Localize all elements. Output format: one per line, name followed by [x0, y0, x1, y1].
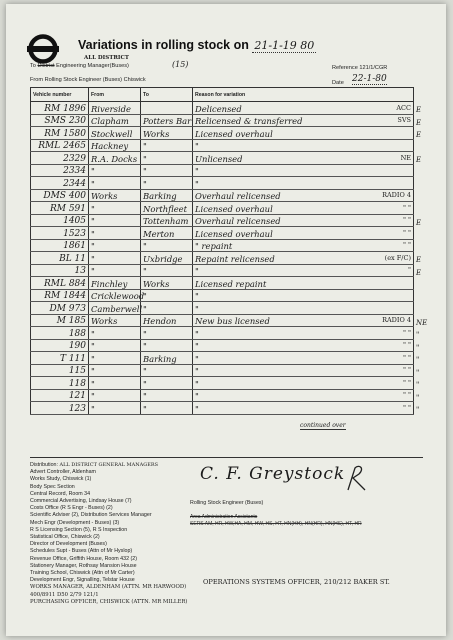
reason-cell — [193, 352, 414, 365]
table-row — [31, 327, 424, 340]
from-cell: " — [89, 264, 141, 277]
reason-text: " — [195, 266, 199, 276]
to-cell: " — [141, 364, 193, 377]
reason-note: " " — [402, 378, 411, 387]
table-row — [31, 189, 424, 202]
to-cell: Uxbridge — [141, 252, 193, 265]
row-mark: E — [416, 256, 422, 264]
reason-cell — [193, 177, 414, 190]
reason-text: Licensed overhaul — [195, 128, 273, 139]
reason-cell — [193, 164, 414, 177]
to-cell: Merton — [141, 227, 193, 240]
from-cell: " — [89, 327, 141, 340]
vehicle-number-cell: 2344 — [31, 177, 89, 190]
distribution-item: Schedules Supt - Buses (Attn of Mr Hyslop) — [30, 548, 133, 555]
reason-note: " " — [402, 366, 411, 374]
table-row — [31, 252, 424, 265]
reason-note: " — [408, 266, 411, 274]
row-mark: E — [416, 218, 422, 227]
vehicle-number-cell: 118 — [31, 377, 89, 390]
to-cell: Works — [141, 277, 193, 290]
row-mark — [414, 177, 424, 190]
row-mark: E — [416, 156, 422, 164]
reason-note: " " — [402, 341, 411, 349]
row-mark: E — [416, 268, 422, 277]
vehicle-number-cell: 13 — [31, 264, 89, 277]
to-cell: " — [141, 177, 193, 190]
table-row — [31, 202, 424, 215]
reason-cell — [193, 114, 414, 127]
table-row — [31, 377, 424, 390]
signature-title: Rolling Stock Engineer (Buses) — [190, 500, 264, 506]
reason-text: Licensed overhaul — [195, 228, 273, 239]
reason-note: (ex F/C) — [384, 253, 411, 262]
from-cell: " — [89, 164, 141, 177]
reason-note: " " — [402, 228, 411, 237]
reason-cell — [193, 339, 414, 352]
table-row — [31, 339, 424, 352]
to-cell: " — [141, 139, 193, 152]
table-row — [31, 364, 424, 377]
reason-cell — [193, 189, 414, 202]
reason-cell — [193, 252, 414, 265]
to-cell: Hendon — [141, 314, 193, 327]
reason-text: " — [195, 328, 199, 339]
signature-divider — [30, 457, 423, 458]
reason-note: " " — [402, 203, 411, 212]
row-mark: " — [416, 368, 420, 377]
row-mark: " — [416, 381, 420, 389]
reason-cell — [193, 227, 414, 240]
reason-note: ACC — [396, 103, 411, 112]
reason-cell — [193, 102, 414, 115]
signature-line-3: SERS AM, HR, HW,HA, HM, HW, HS, HT, HN(HH), HN(HR), HN(HS), HT, HR — [190, 521, 362, 527]
reason-cell — [193, 139, 414, 152]
col-to: To — [141, 88, 193, 102]
reason-text: " — [195, 341, 199, 351]
distribution-list — [30, 462, 190, 606]
table-row — [31, 402, 424, 415]
reason-note: SVS — [397, 116, 411, 124]
distribution-item: Scientific Adviser (2), Distribution Services Manager — [30, 512, 152, 519]
reason-text: " — [195, 178, 199, 189]
row-mark: " — [416, 393, 420, 402]
vehicle-number-cell: 2329 — [31, 152, 89, 165]
reason-text: " — [195, 166, 199, 176]
to-cell: " — [141, 264, 193, 277]
table-row — [31, 389, 424, 402]
vehicle-number-cell: 121 — [31, 389, 89, 402]
to-cell: " — [141, 339, 193, 352]
to-cell: " — [141, 152, 193, 165]
distribution-item: Mech Engr (Development - Buses) (3) — [30, 519, 120, 526]
operations-officer: OPERATIONS SYSTEMS OFFICER, 210/212 BAKER ST. — [203, 578, 390, 586]
to-cell: " — [141, 302, 193, 315]
vehicle-number-cell: 1861 — [31, 239, 89, 252]
vehicle-number-cell: DM 973 — [31, 302, 89, 315]
reason-note: " " — [402, 403, 411, 412]
distribution-item: Stationery Manager, Rothsay Mansion House — [30, 562, 137, 569]
table-row — [31, 177, 424, 190]
from-cell: R.A. Docks — [89, 152, 141, 165]
table-row — [31, 277, 424, 290]
distribution-item: Advert Controller, Aldenham — [30, 469, 96, 476]
table-row — [31, 264, 424, 277]
table-row — [31, 102, 424, 115]
from-cell: Hackney — [89, 139, 141, 152]
row-mark — [414, 202, 424, 215]
table-row — [31, 289, 424, 302]
distribution-item: Commercial Advertising, Lindsay House (7) — [30, 498, 132, 505]
vehicle-number-cell: RM 1844 — [31, 289, 89, 302]
reason-note: NE — [400, 153, 411, 162]
signature: C. F. Greystock — [200, 464, 346, 484]
distribution-item: 400/8911 D50 2/79 121/1 — [30, 591, 99, 598]
reference: Reference 121/1/CGR — [332, 65, 388, 71]
from-cell: " — [89, 389, 141, 402]
to-cell: " — [141, 239, 193, 252]
reason-text: " — [195, 366, 199, 376]
distribution-item: Director of Development (Buses) — [30, 541, 107, 548]
table-row — [31, 227, 424, 240]
from-cell: Clapham — [89, 114, 141, 127]
row-mark: E — [416, 106, 422, 114]
reason-cell — [193, 202, 414, 215]
reason-note: " " — [402, 328, 411, 337]
col-reason: Reason for variation — [193, 88, 414, 102]
from-cell: " — [89, 364, 141, 377]
reason-text: " — [195, 141, 199, 151]
vehicle-number-cell: RM 1580 — [31, 127, 89, 140]
vehicle-number-cell: RML 884 — [31, 277, 89, 290]
reason-cell — [193, 364, 414, 377]
table-row — [31, 152, 424, 165]
from-cell: " — [89, 214, 141, 227]
reason-note: " " — [402, 241, 411, 249]
reason-text: Overhaul relicensed — [195, 191, 281, 201]
date-value: 22-1-80 — [352, 74, 387, 84]
row-mark: " — [416, 331, 420, 339]
vehicle-number-cell: 188 — [31, 327, 89, 340]
reason-cell — [193, 127, 414, 140]
to-note: ALL DISTRICT — [84, 55, 129, 61]
reason-cell — [193, 389, 414, 402]
reason-note: " " — [402, 391, 411, 399]
from-cell: Works — [89, 314, 141, 327]
signature-flourish — [345, 464, 367, 492]
reason-text: " repaint — [195, 241, 233, 251]
variations-table — [30, 87, 428, 415]
reason-text: " — [195, 353, 199, 364]
vehicle-number-cell: 190 — [31, 339, 89, 352]
row-mark: E — [416, 131, 422, 139]
continued-note: continued over — [300, 422, 346, 429]
to-cell: Barking — [141, 189, 193, 202]
to-cell: Barking — [141, 352, 193, 365]
row-mark: " — [416, 356, 420, 364]
distribution-item: Works Study, Chiswick (1) — [30, 476, 92, 483]
reason-text: " — [195, 291, 199, 301]
reason-text: " — [195, 303, 199, 314]
vehicle-number-cell: 123 — [31, 402, 89, 415]
col-from: From — [89, 88, 141, 102]
form-title: Variations in rolling stock on 21-1-19 80 — [78, 38, 315, 52]
to-cell: Works — [141, 127, 193, 140]
to-cell: " — [141, 377, 193, 390]
vehicle-number-cell: 115 — [31, 364, 89, 377]
reason-note: RADIO 4 — [382, 316, 411, 324]
reason-text: Repaint relicensed — [195, 253, 275, 264]
reason-text: " — [195, 391, 199, 401]
from-cell: Camberwell — [89, 302, 141, 315]
distribution-item: PURCHASING OFFICER, CHISWICK (ATTN. MR MILLER) — [30, 598, 188, 605]
vehicle-number-cell: T 111 — [31, 352, 89, 365]
distribution-item: Central Record, Room 34 — [30, 490, 91, 497]
reason-cell — [193, 314, 414, 327]
reason-note: " " — [402, 216, 411, 224]
from-cell: " — [89, 239, 141, 252]
from-cell: Cricklewood — [89, 289, 141, 302]
table-row — [31, 239, 424, 252]
row-mark: " — [416, 406, 420, 414]
vehicle-number-cell: M 185 — [31, 314, 89, 327]
reason-cell — [193, 214, 414, 227]
reason-cell — [193, 402, 414, 415]
from-cell: " — [89, 339, 141, 352]
reason-cell — [193, 302, 414, 315]
vehicle-number-cell: RML 2465 — [31, 139, 89, 152]
to-line: To District Engineering Manager(Buses) — [30, 63, 129, 69]
reason-text: Unlicensed — [195, 153, 243, 164]
row-mark — [414, 302, 424, 315]
table-header-row — [31, 88, 424, 102]
from-cell: " — [89, 252, 141, 265]
row-mark: NE — [416, 318, 428, 327]
vehicle-number-cell: BL 11 — [31, 252, 89, 265]
from-line: From Rolling Stock Engineer (Buses) Chiswick — [30, 77, 146, 83]
from-cell: " — [89, 402, 141, 415]
to-cell: " — [141, 164, 193, 177]
reason-note: RADIO 4 — [382, 191, 411, 199]
reason-cell — [193, 277, 414, 290]
from-cell: " — [89, 352, 141, 365]
row-mark — [414, 239, 424, 252]
row-mark — [414, 227, 424, 240]
row-mark — [414, 164, 424, 177]
table-row — [31, 302, 424, 315]
vehicle-number-cell: RM 1896 — [31, 102, 89, 115]
to-cell: " — [141, 289, 193, 302]
reason-text: " — [195, 378, 199, 389]
reason-cell — [193, 264, 414, 277]
vehicle-number-cell: 2334 — [31, 164, 89, 177]
row-mark — [414, 289, 424, 302]
table-row — [31, 314, 424, 327]
vehicle-number-cell: SMS 230 — [31, 114, 89, 127]
vehicle-number-cell: RM 591 — [31, 202, 89, 215]
from-cell: Stockwell — [89, 127, 141, 140]
vehicle-number-cell: 1405 — [31, 214, 89, 227]
to-cell: " — [141, 402, 193, 415]
distribution-item: Training School, Chiswick (Attn of Mr Carter) — [30, 570, 135, 577]
reason-cell — [193, 327, 414, 340]
title-date: 21-1-19 80 — [254, 39, 315, 52]
reason-text: Relicensed & transferred — [195, 116, 303, 126]
reason-text: New bus licensed — [195, 316, 270, 326]
reason-text: Licensed repaint — [195, 278, 267, 289]
table-row — [31, 164, 424, 177]
row-mark — [414, 189, 424, 202]
distribution-item: Revenue Office, Griffith House, Room 432 (2) — [30, 555, 137, 562]
to-cell: Potters Bar — [141, 114, 193, 127]
signature-line-2: Area Administration Assistants — [190, 514, 258, 520]
vehicle-number-cell: DMS 400 — [31, 189, 89, 202]
to-number: (15) — [172, 60, 189, 69]
reason-text: Overhaul relicensed — [195, 216, 281, 226]
vehicle-number-cell: 1523 — [31, 227, 89, 240]
reason-note: " " — [402, 353, 411, 362]
reason-cell — [193, 289, 414, 302]
reason-cell — [193, 239, 414, 252]
reason-cell — [193, 152, 414, 165]
table-row — [31, 214, 424, 227]
row-mark: " — [416, 343, 420, 352]
roundel-logo — [26, 32, 60, 66]
from-cell: Finchley — [89, 277, 141, 290]
distribution-item: Costs Office (R S Engr - Buses) (2) — [30, 505, 113, 512]
table-row — [31, 139, 424, 152]
row-mark: E — [416, 118, 422, 127]
from-cell: " — [89, 202, 141, 215]
row-mark — [414, 277, 424, 290]
to-cell: " — [141, 389, 193, 402]
to-cell: Northfleet — [141, 202, 193, 215]
distribution-item: Statistical Office, Chiswick (2) — [30, 534, 100, 541]
reason-text: " — [195, 403, 199, 414]
reason-text: Delicensed — [195, 103, 242, 114]
distribution-item: R S Licensing Section (5), R S Inspection — [30, 526, 128, 533]
reason-cell — [193, 377, 414, 390]
date-label: Date — [332, 80, 344, 86]
reason-text: Licensed overhaul — [195, 203, 273, 214]
to-cell: Tottenham — [141, 214, 193, 227]
from-cell: Riverside — [89, 102, 141, 115]
from-cell: " — [89, 227, 141, 240]
to-cell — [141, 102, 193, 115]
distribution-item: Development Engr, Signalling, Telstar House — [30, 577, 135, 584]
distribution-item: Body Spec Section — [30, 483, 75, 490]
distribution-label: Distribution: ALL DISTRICT GENERAL MANAGERS — [30, 462, 159, 468]
row-mark — [414, 139, 424, 152]
to-cell: " — [141, 327, 193, 340]
col-vehicle-number: Vehicle number — [31, 88, 89, 102]
table-row — [31, 114, 424, 127]
from-cell: " — [89, 377, 141, 390]
table-row — [31, 127, 424, 140]
distribution-item: WORKS MANAGER, ALDENHAM (ATTN. MR HARWOOD) — [30, 584, 187, 591]
from-cell: " — [89, 177, 141, 190]
from-cell: Works — [89, 189, 141, 202]
table-row — [31, 352, 424, 365]
